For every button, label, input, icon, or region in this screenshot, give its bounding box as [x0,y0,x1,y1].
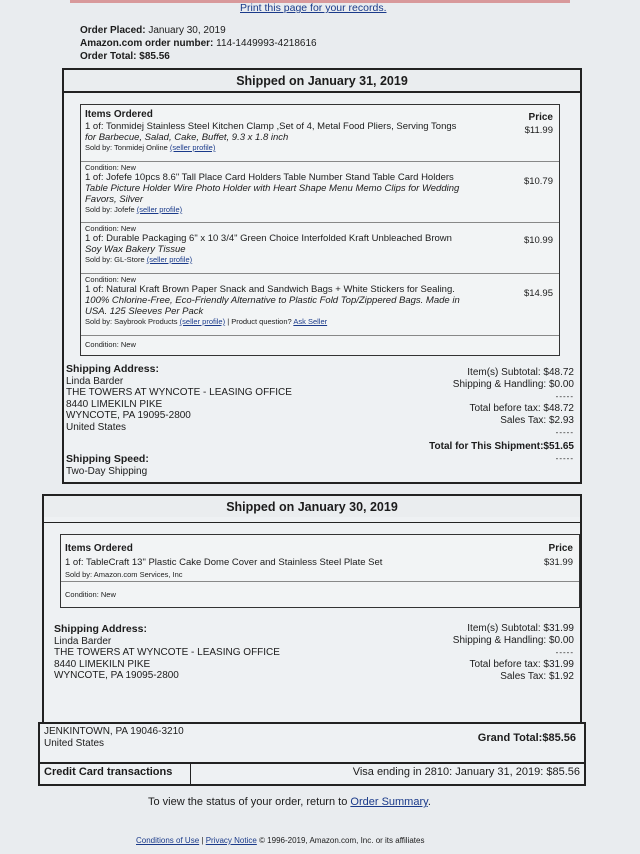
divider: ----- [555,428,574,437]
order-item [85,233,555,264]
order-placed-label: Order Placed: [80,25,146,36]
subtotal-value: $31.99 [543,623,574,634]
shipping-speed-value: Two-Day Shipping [66,465,148,477]
item-line3: Favors, Silver [85,194,144,205]
item-price: $31.99 [543,557,573,568]
address-line: 8440 LIMEKILN PIKE [54,658,151,670]
sales-tax-label: Sales Tax: [500,415,547,426]
item-line1: 1 of: Tonmidej Stainless Steel Kitchen Clamp ,Set of 4, Metal Food Pliers, Serving Tongs [85,121,457,132]
shipment-total-value: $51.65 [543,441,574,452]
item-line1: 1 of: Jofefe 10pcs 8.6" Tall Place Card Holders Table Number Stand Table Card Holders [85,172,454,183]
shipment-2-title: Shipped on January 30, 2019 [44,496,580,517]
order-number-label: Amazon.com order number: [80,38,214,49]
shipment-2-totals [334,623,574,683]
address-line: WYNCOTE, PA 19095-2800 [54,670,179,681]
before-tax-value: $48.72 [543,403,574,414]
print-link[interactable]: Print this page for your records. [240,2,387,14]
status-end: . [427,796,431,808]
sales-tax-value: $1.92 [548,671,574,682]
item-price: $11.99 [524,125,553,136]
sales-tax-label: Sales Tax: [500,671,547,682]
item-line2: Soy Wax Bakery Tissue [85,244,186,255]
address-line: Linda Barder [66,375,124,387]
ask-seller-link[interactable]: Ask Seller [293,317,328,326]
shipment-total-label: Total for This Shipment: [429,441,544,452]
sold-by: Sold by: Jofefe [85,205,135,214]
seller-profile-link[interactable]: (seller profile) [146,255,193,264]
grand-total [478,732,576,744]
address-line: WYNCOTE, PA 19095-2800 [66,410,191,421]
price-header: Price [528,112,553,123]
order-total-label: Order Total: [80,51,137,62]
shipping-address [66,364,326,433]
subtotal-label: Item(s) Subtotal: [467,367,541,378]
sold-by: Sold by: Tonmidej Online [85,143,168,152]
item-price: $14.95 [523,288,553,299]
item-condition: Condition: New [85,340,136,349]
order-item [85,172,555,214]
grand-total-label: Grand Total: [477,732,543,744]
item-price: $10.79 [523,176,553,187]
divider: ----- [555,648,574,657]
product-question: | Product question? [227,317,292,326]
address-line: United States [44,737,105,749]
item-line2: Table Picture Holder Wire Photo Holder with Heart Shape Menu Memo Clips for Wedding [85,183,460,194]
credit-card-label: Credit Card transactions [44,766,173,778]
item-line2: 100% Chlorine-Free, Eco-Friendly Alternative to Plastic Fold Top/Zippered Bags. Made in [85,295,460,306]
item-line1: 1 of: Durable Packaging 6" x 10 3/4" Green Choice Interfolded Kraft Unbleached Brown [85,233,452,244]
subtotal-value: $48.72 [543,367,574,378]
sold-by: Sold by: Amazon.com Services, Inc [65,570,183,579]
credit-card-value: Visa ending in 2810: January 31, 2019: $85.56 [352,766,580,778]
item-line2: for Barbecue, Salad, Cake, Buffet, 9.3 x 1.8 inch [85,132,289,143]
items-ordered-header: Items Ordered [85,109,153,120]
payment-box [38,722,586,786]
item-line1: 1 of: TableCraft 13" Plastic Cake Dome Cover and Stainless Steel Plate Set [65,557,383,568]
item-line1: 1 of: Natural Kraft Brown Paper Snack and Sandwich Bags + White Stickers for Sealing. [85,284,455,295]
order-number-value: 114-1449993-4218616 [216,38,317,49]
shipment-1-totals [334,367,574,465]
order-placed-value: January 30, 2019 [148,25,226,36]
before-tax-label: Total before tax: [469,659,541,670]
seller-profile-link[interactable]: (seller profile) [136,205,183,214]
address-line: THE TOWERS AT WYNCOTE - LEASING OFFICE [54,647,280,658]
subtotal-label: Item(s) Subtotal: [467,623,541,634]
privacy-notice-link[interactable]: Privacy Notice [205,836,257,845]
item-condition: Condition: New [65,590,116,599]
shipment-2-items [60,534,580,608]
grand-total-value: $85.56 [542,732,576,744]
shipping-handling-value: $0.00 [548,635,574,646]
shipment-1-title: Shipped on January 31, 2019 [64,70,580,93]
status-text: To view the status of your order, return to [148,796,348,808]
shipping-handling-label: Shipping & Handling: [452,635,547,646]
before-tax-value: $31.99 [543,659,574,670]
address-line: United States [66,421,127,433]
shipping-handling-value: $0.00 [548,379,574,390]
order-status-note [148,796,431,808]
shipping-speed-label: Shipping Speed: [66,453,149,465]
before-tax-label: Total before tax: [469,403,541,414]
items-ordered-header: Items Ordered [65,543,133,554]
shipping-address-label: Shipping Address: [66,363,159,375]
page-footer [136,836,424,845]
divider: ----- [555,454,574,463]
address-line: 8440 LIMEKILN PIKE [66,398,163,410]
divider: ----- [555,392,574,401]
sold-by: Sold by: GL-Store [85,255,145,264]
shipment-2 [42,494,582,726]
conditions-of-use-link[interactable]: Conditions of Use [136,836,200,845]
footer-separator: | [201,836,204,845]
item-price: $10.99 [523,235,553,246]
order-total-value: $85.56 [139,51,170,62]
seller-profile-link[interactable]: (seller profile) [169,143,216,152]
sales-tax-value: $2.93 [548,415,574,426]
shipping-speed [66,454,266,477]
address-line: Linda Barder [54,635,112,647]
order-item [85,284,555,326]
address-line: THE TOWERS AT WYNCOTE - LEASING OFFICE [66,387,292,398]
billing-address [44,726,184,749]
shipping-handling-label: Shipping & Handling: [452,379,547,390]
order-info [80,24,317,63]
item-condition: Condition: New [85,275,136,284]
shipping-address-label: Shipping Address: [54,623,147,635]
shipping-address [54,624,334,682]
address-line: JENKINTOWN, PA 19046-3210 [44,726,184,737]
item-line3: USA. 125 Sleeves Per Pack [85,306,204,317]
item-condition: Condition: New [85,224,136,233]
order-item [85,121,555,152]
price-header: Price [548,543,573,554]
shipment-1-items [80,104,560,356]
sold-by: Sold by: Saybrook Products [85,317,178,326]
copyright: © 1996-2019, Amazon.com, Inc. or its affiliates [259,836,425,845]
item-condition: Condition: New [85,163,136,172]
seller-profile-link[interactable]: (seller profile) [179,317,226,326]
shipment-1 [62,68,582,484]
order-summary-link[interactable]: Order Summary [350,796,428,808]
